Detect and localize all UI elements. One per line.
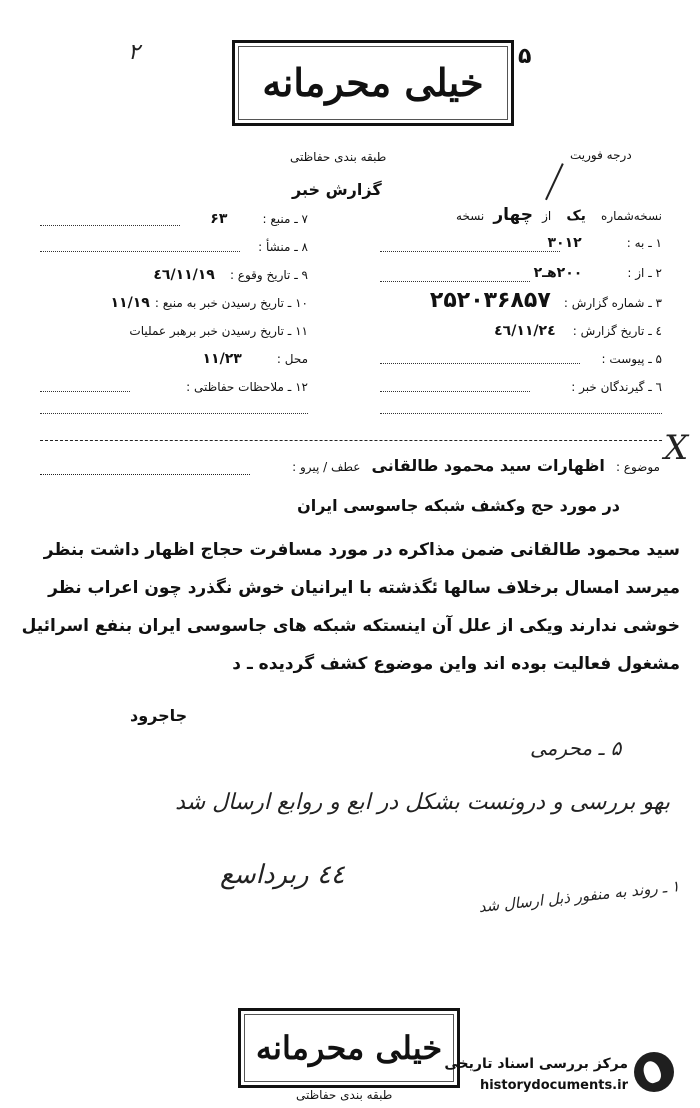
origin-label: ۸ ـ منشأ : [258, 240, 308, 254]
body-line-4: مشغول فعالیت بوده اند واین موضوع کشف گردیده ـ د [232, 654, 680, 674]
attachment-field [380, 348, 662, 367]
source-dotline [40, 224, 180, 226]
security-notes-dotline-2 [40, 412, 308, 414]
source-receipt-date-label: ۱۰ ـ تاریخ رسیدن خبر به منبع : [154, 296, 308, 310]
bottom-classification-label: طبقه بندی حفاظتی [296, 1088, 393, 1102]
copy-from-label: از [542, 209, 552, 223]
location-label: محل : [276, 352, 308, 366]
from-label: ۲ ـ از : [627, 266, 662, 280]
report-number-value: ۲۵۲۰۳۶۸۵۷ [429, 288, 551, 313]
report-date-field [380, 320, 662, 339]
place-name: جاجرود [130, 706, 188, 725]
bottom-stamp-text: خیلی محرمانه [255, 1029, 443, 1067]
top-stamp-text: خیلی محرمانه [262, 60, 484, 105]
report-date-value: ٤٦/١١/٢٤ [494, 323, 556, 339]
subject-value: اظهارات سید محمود طالقانی [371, 456, 605, 475]
priority-label: درجه فوریت [570, 148, 632, 162]
recipients-dotline-2 [380, 412, 662, 414]
recipients-label: ٦ ـ گیرندگان خبر : [571, 380, 662, 394]
handwritten-note-3: ٤٤ ربرداسع [220, 860, 345, 890]
attachment-label: ۵ ـ پیوست : [601, 352, 662, 366]
page-number-mark: ۵ [518, 44, 532, 69]
body-line-1: سید محمود طالقانی ضمن مذاکره در مورد مسافرت حجاج اظهار داشت بنظر [43, 540, 680, 560]
from-value: ۲۰۰هـ۲ [533, 265, 583, 281]
to-dotline [380, 250, 560, 252]
origin-field [40, 236, 308, 255]
ops-receipt-date-label: ۱۱ ـ تاریخ رسیدن خبر برهبر عملیات [129, 324, 308, 338]
subject-dotline [40, 474, 250, 475]
report-date-label: ٤ ـ تاریخ گزارش : [572, 324, 662, 338]
recipients-field [380, 376, 662, 395]
source-receipt-date-field [14, 292, 308, 311]
handwritten-note-1: ۵ ـ محرمی [530, 736, 622, 760]
to-field [380, 232, 662, 251]
location-value: ١١/٢٣ [202, 351, 242, 367]
reference-label: عطف / پیرو : [292, 460, 361, 474]
from-dotline [380, 280, 530, 282]
subject-second-line: در مورد حج وکشف شبکه جاسوسی ایران [297, 496, 620, 515]
copy-number-value: یک [566, 208, 586, 224]
watermark-logo-icon [634, 1052, 674, 1092]
occurrence-date-field [40, 264, 308, 283]
from-field [380, 262, 662, 281]
subject-label: موضوع : [615, 460, 660, 474]
security-notes-dotline [40, 390, 130, 392]
bottom-classification-stamp [238, 1008, 460, 1088]
source-receipt-date-value: ١١/١٩ [110, 295, 150, 311]
classification-label: طبقه بندی حفاظتی [290, 150, 387, 164]
report-number-label: ۳ ـ شماره گزارش : [563, 296, 662, 310]
header-separator [40, 440, 662, 441]
watermark-url: historydocuments.ir [479, 1078, 628, 1093]
handwritten-note-2: بهو بررسی و درونست بشکل در ابع و روابع ارسال شد [175, 790, 670, 815]
side-handwritten-mark: X [664, 428, 689, 468]
watermark-text: مرکز بررسی اسناد تاریخی [444, 1056, 628, 1072]
ops-receipt-date-field [40, 320, 308, 339]
copy-suffix-label: نسخه [456, 209, 485, 223]
copy-total-value: چهار [493, 205, 534, 225]
source-label: ۷ ـ منبع : [262, 212, 308, 226]
copy-number-field [380, 205, 662, 225]
source-value: ۶۳ [210, 211, 228, 227]
occurrence-date-value: ٤٦/١١/١٩ [153, 267, 215, 283]
subject-line [250, 456, 660, 475]
handwritten-note-4: ۱ ـ روند به منفور ذبل ارسال شد [477, 877, 681, 917]
attachment-dotline [380, 362, 580, 364]
origin-dotline [40, 250, 240, 252]
report-number-field [350, 288, 662, 313]
occurrence-date-label: ۹ ـ تاریخ وقوع : [229, 268, 308, 282]
corner-handwritten-mark: ۲ [128, 40, 140, 65]
security-notes-field [40, 376, 308, 395]
to-label: ۱ ـ به : [626, 236, 662, 250]
location-field [40, 348, 308, 367]
to-value: ۳۰۱۲ [547, 235, 582, 251]
security-notes-label: ۱۲ ـ ملاحظات حفاظتی : [186, 380, 308, 394]
body-line-3: خوشی ندارند ویکی از علل آن اینستکه شبکه های جاسوسی ایران بنفع اسرائیل [21, 616, 680, 636]
report-title: گزارش خبر [292, 180, 382, 199]
copy-number-label: نسخه‌شماره [601, 209, 662, 223]
top-classification-stamp [232, 40, 514, 126]
recipients-dotline [380, 390, 530, 392]
body-line-2: میرسد امسال برخلاف سالها ئگذشته با ایرانیان خوش نگذرد چون اعراب نظر [48, 578, 680, 598]
